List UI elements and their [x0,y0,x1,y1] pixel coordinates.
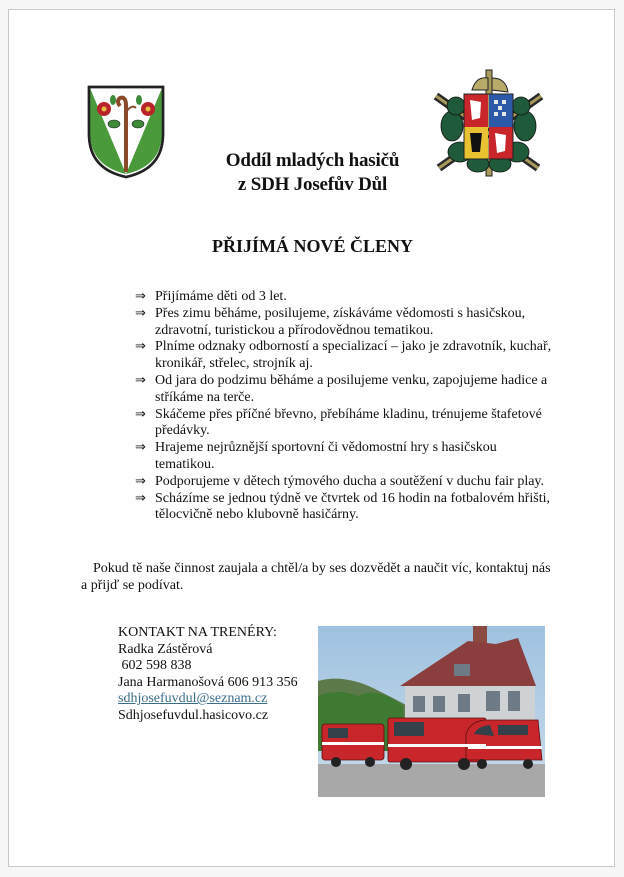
double-arrow-right-icon: ⇒ [135,406,146,422]
list-item [135,474,555,491]
contact-name-1: Radka Zástěrová [118,641,213,657]
double-arrow-right-icon: ⇒ [135,490,146,506]
title-line-2: z SDH Josefův Důl [237,174,388,195]
list-item [135,373,555,407]
fire-station-photo [318,626,545,797]
list-item-text: Scházíme se jednou týdně ve čtvrtek od 16 hodin na fotbalovém hřišti, tělocvičně nebo klubovně hasičárny. [155,490,551,523]
title-line-1: Oddíl mladých hasičů [225,150,400,171]
list-item [135,407,555,441]
contact-name-phone-2: Jana Harmanošová 606 913 356 [118,674,298,690]
contact-phone-1: 602 598 838 [118,658,192,674]
double-arrow-right-icon: ⇒ [135,305,146,321]
activity-list [135,289,555,524]
email-link[interactable]: sdhjosefuvdul@seznam.cz [118,691,268,707]
contact-block [118,625,298,725]
list-item [135,339,555,373]
list-item-text: Skáčeme přes příčné břevno, přebíháme kladinu, trénujeme štafetové předávky. [155,406,542,439]
double-arrow-right-icon: ⇒ [135,372,146,388]
website-text: Sdhjosefuvdul.hasicovo.cz [118,707,269,723]
document-page [8,9,615,867]
double-arrow-right-icon: ⇒ [135,289,146,304]
double-arrow-right-icon: ⇒ [135,440,146,456]
headline: PŘIJÍMÁ NOVÉ ČLENY [211,236,413,256]
list-item [135,491,555,525]
double-arrow-right-icon: ⇒ [135,339,146,355]
list-item [135,289,555,306]
list-item-text: Přijímáme děti od 3 let. [155,289,287,304]
list-item-text: Přes zimu běháme, posilujeme, získáváme vědomosti s hasičskou, zdravotní, turistickou a přírodovědnou tematikou. [155,305,526,338]
list-item-text: Od jara do podzimu běháme a posilujeme venku, zapojujeme hadice a stříkáme na terče. [155,372,548,405]
list-item-text: Hrajeme nejrůznější sportovní či vědomostní hry s hasičskou tematikou. [155,440,497,472]
list-item-text: Podporujeme v dětech týmového ducha a soutěžení v duchu fair play. [155,473,545,489]
list-item-text: Plníme odznaky odborností a specializací – jako je zdravotník, kuchař, kronikář, střelec, strojník aj. [155,339,552,372]
invitation-paragraph: Pokud tě naše činnost zaujala a chtěl/a by ses dozvědět a naučit víc, kontaktuj nás a přijď se podívat. [81,561,551,593]
double-arrow-right-icon: ⇒ [135,473,146,489]
list-item [135,306,555,340]
contact-heading: KONTAKT NA TRENÉRY: [118,625,277,640]
list-item [135,440,555,474]
